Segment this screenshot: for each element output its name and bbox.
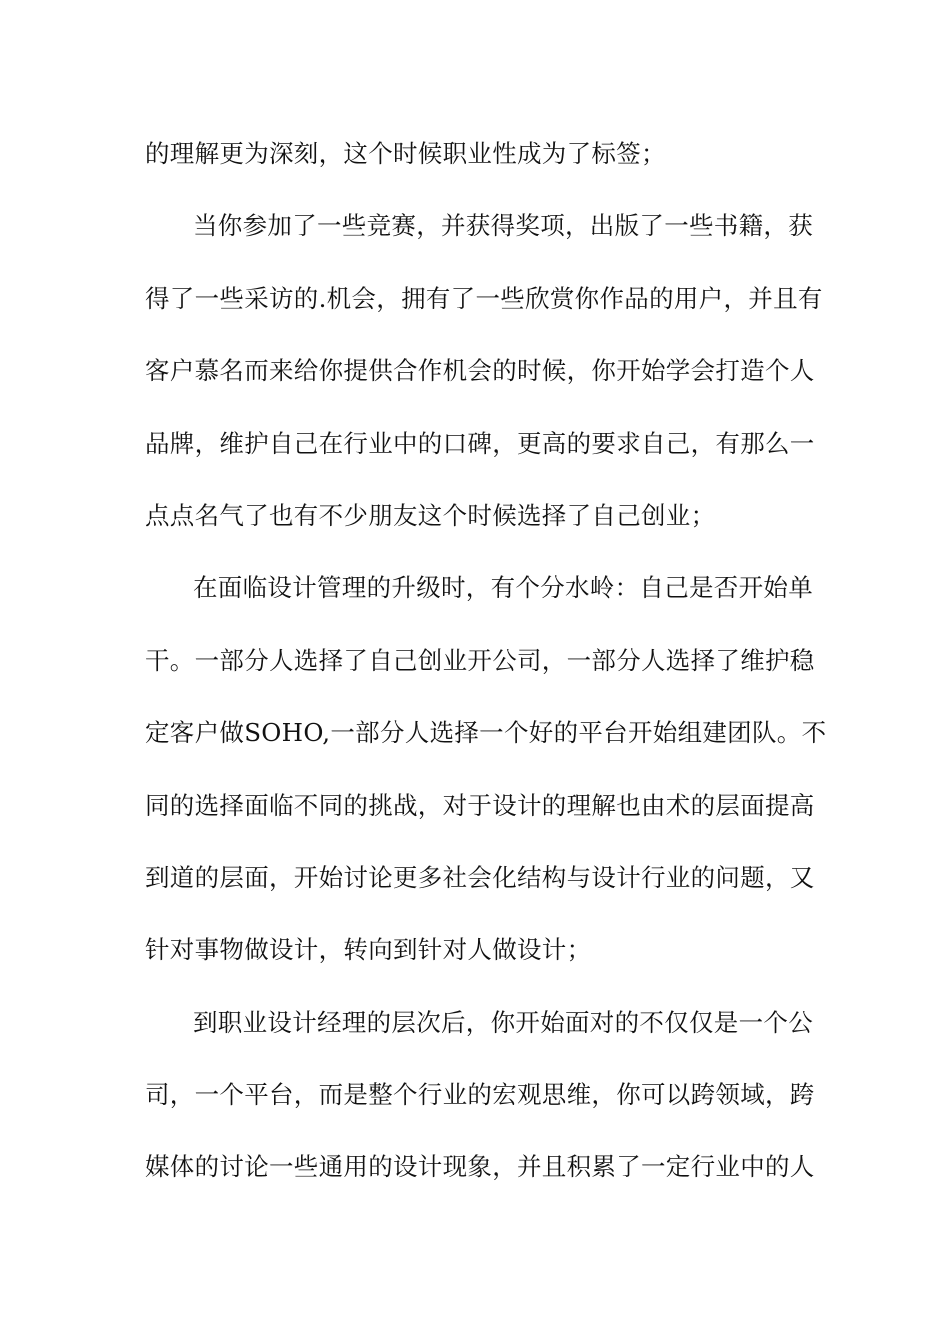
text-line: 的理解更为深刻，这个时候职业性成为了标签； [145, 139, 666, 168]
text-line: 媒体的讨论一些通用的设计现象，并且积累了一定行业中的人 [145, 1152, 815, 1182]
text-line: 同的选择面临不同的挑战，对于设计的理解也由术的层面提高 [145, 790, 815, 820]
text-line: 定客户做SOHO,一部分人选择一个好的平台开始组建团队。不 [145, 718, 827, 748]
paragraph-start-line: 当你参加了一些竞赛，并获得奖项，出版了一些书籍，获 [193, 211, 813, 241]
text-line: 针对事物做设计，转向到针对人做设计； [145, 935, 592, 965]
text-line: 点点名气了也有不少朋友这个时候选择了自己创业； [145, 500, 716, 530]
text-line: 客户慕名而来给你提供合作机会的时候，你开始学会打造个人 [145, 356, 815, 386]
text-line: 品牌，维护自己在行业中的口碑，更高的要求自己，有那么一 [145, 428, 815, 458]
body-text [145, 124, 827, 1210]
text-line: 司，一个平台，而是整个行业的宏观思维，你可以跨领域，跨 [145, 1080, 815, 1110]
paragraph-start-line: 到职业设计经理的层次后，你开始面对的不仅仅是一个公 [193, 1007, 813, 1037]
paragraph-start-line: 在面临设计管理的升级时，有个分水岭：自己是否开始单 [193, 573, 813, 603]
text-line: 干。一部分人选择了自己创业开公司，一部分人选择了维护稳 [145, 645, 815, 675]
text-line: 得了一些采访的.机会，拥有了一些欣赏你作品的用户，并且有 [145, 283, 823, 313]
text-line: 到道的层面，开始讨论更多社会化结构与设计行业的问题，又 [145, 862, 815, 892]
